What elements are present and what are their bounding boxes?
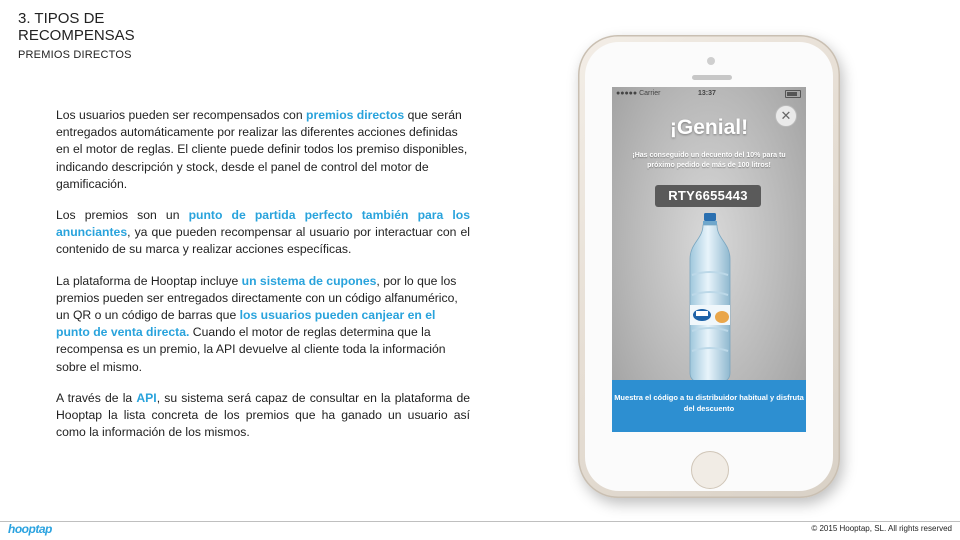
p3-text-c: , por lo que los premios pueden ser entregados directamente con un código alfanumérico, un QR o un código de barras que bbox=[56, 273, 458, 323]
status-bar bbox=[612, 87, 806, 100]
paragraph-2 bbox=[56, 207, 470, 259]
p4-highlight: API bbox=[136, 390, 157, 405]
status-time: 13:37 bbox=[698, 90, 716, 97]
footer-divider bbox=[0, 521, 960, 522]
p3-text-a: La plataforma de Hooptap incluye bbox=[56, 273, 242, 288]
copyright-text: © 2015 Hooptap, SL. All rights reserved bbox=[811, 524, 952, 533]
camera-icon bbox=[707, 57, 715, 65]
reward-description: ¡Has conseguido un decuento del 10% para tu próximo pedido de más de 100 litros! bbox=[632, 152, 786, 169]
p3-highlight-1: un sistema de cupones bbox=[241, 273, 377, 288]
body-text bbox=[56, 107, 470, 455]
paragraph-4 bbox=[56, 390, 470, 442]
instructions-banner: Muestra el código a tu distribuidor habitual y disfruta del descuento bbox=[612, 380, 806, 432]
p1-text-a: Los usuarios pueden ser recompensados con bbox=[56, 108, 306, 122]
p2-text-c: , ya que pueden recompensar al usuario por interactuar con el contenido de su marca y realizar acciones específicas. bbox=[56, 225, 470, 257]
battery-icon bbox=[785, 90, 801, 98]
hooptap-logo: hooptap bbox=[8, 522, 52, 536]
p4-text-c: , su sistema será capaz de consultar en la plataforma de Hooptap la lista concreta de los premios que ha ganado un usuario así como la información de los mismos. bbox=[56, 390, 471, 440]
water-bottle-image bbox=[684, 213, 736, 383]
close-button[interactable]: ✕ bbox=[775, 105, 797, 127]
home-button[interactable] bbox=[691, 451, 729, 489]
carrier-label: ●●●●● Carrier bbox=[616, 90, 661, 97]
coupon-code: RTY6655443 bbox=[655, 185, 761, 207]
p2-highlight: punto de partida perfecto también para los anunciantes bbox=[56, 208, 471, 240]
p1-highlight: premios directos bbox=[306, 108, 405, 122]
page-subtitle: PREMIOS DIRECTOS bbox=[18, 49, 132, 61]
p2-text-a: Los premios son un bbox=[56, 208, 189, 223]
p1-text-c: que serán entregados automáticamente por realizar las diferentes acciones definidas en el motor de reglas. El cliente puede definir todos los premiso disponibles, indicando descripción y stock, desde el panel de control del motor de gamificación. bbox=[56, 108, 468, 191]
p3-highlight-2: los usuarios pueden canjear en el punto de venta directa. bbox=[56, 308, 436, 340]
phone-screen bbox=[612, 87, 806, 432]
reward-heading: ¡Genial! bbox=[669, 116, 749, 139]
p3-text-e: Cuando el motor de reglas determina que la recompensa es un premio, la API devuelve al cliente toda la información sobre el mismo. bbox=[56, 325, 446, 374]
speaker-icon bbox=[692, 75, 732, 80]
paragraph-1 bbox=[56, 107, 470, 193]
p4-text-a: A través de la bbox=[56, 390, 137, 405]
paragraph-3 bbox=[56, 273, 470, 376]
page-title: 3. TIPOS DE RECOMPENSAS bbox=[18, 10, 135, 44]
